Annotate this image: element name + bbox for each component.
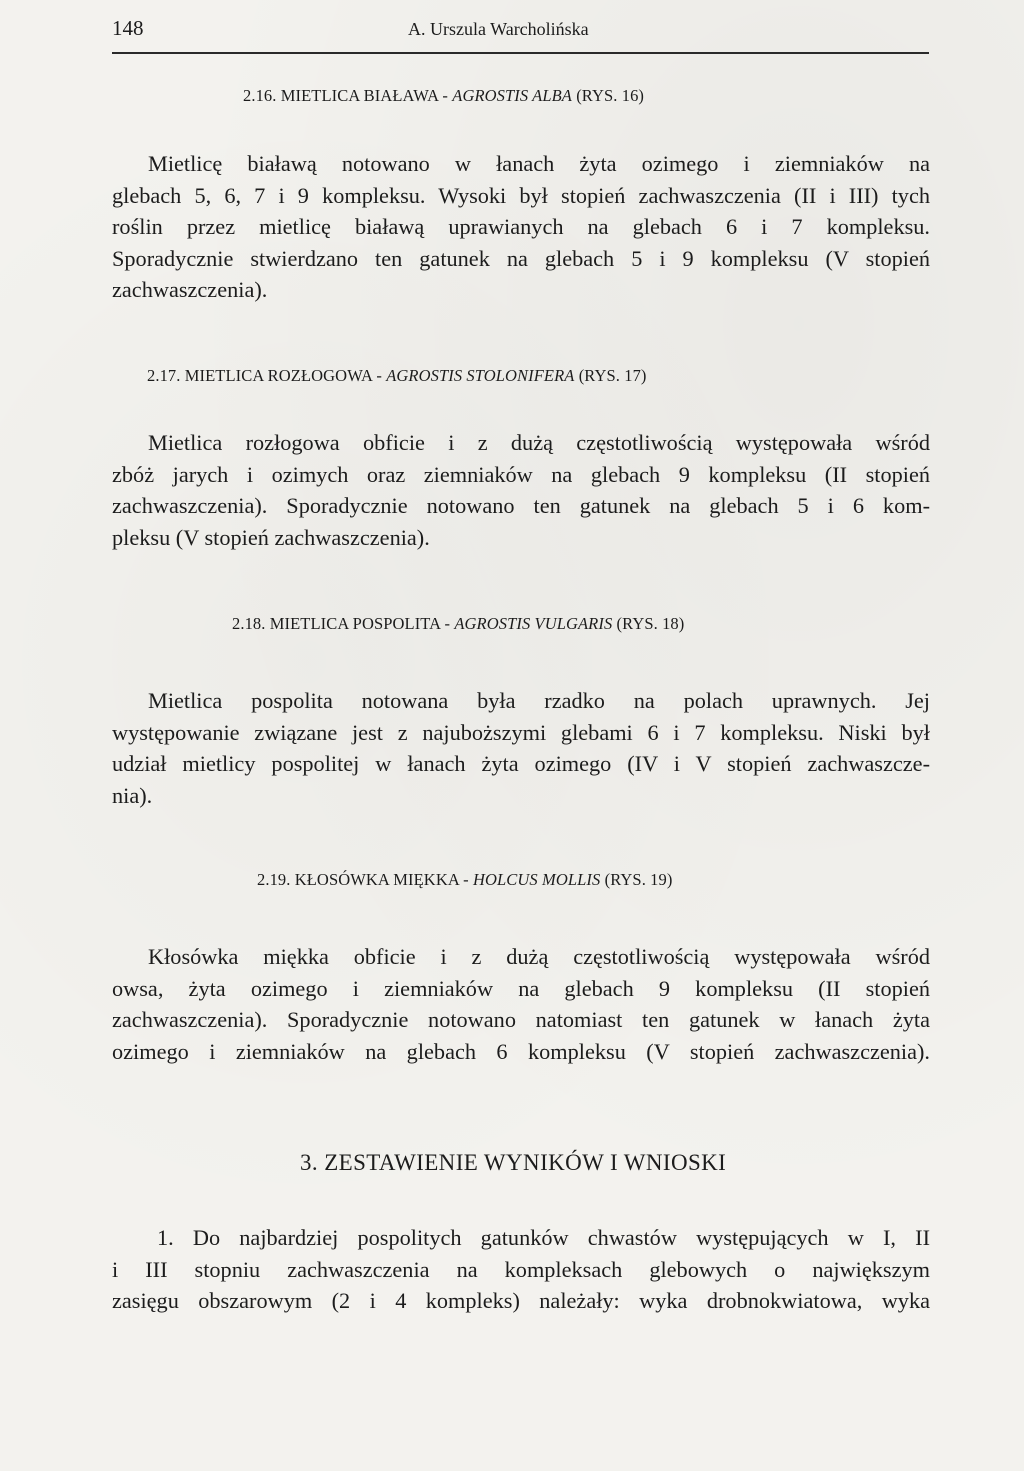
- paragraph-conclusions: [112, 1222, 930, 1317]
- section-latin-name: AGROSTIS VULGARIS: [454, 614, 613, 633]
- section-figure-ref: (RYS. 19): [604, 870, 673, 889]
- text-line: nia).: [112, 782, 153, 808]
- text-line: Mietlica rozłogowa obficie i z dużą częstotliwością występowała wśród: [148, 430, 930, 455]
- chapter-title: 3. ZESTAWIENIE WYNIKÓW I WNIOSKI: [300, 1150, 727, 1175]
- text-line: zachwaszczenia). Sporadycznie notowano natomiast ten gatunek w łanach żyta: [112, 1007, 930, 1033]
- page-number: 148: [112, 16, 144, 40]
- section-name: MIETLICA ROZŁOGOWA -: [184, 366, 382, 385]
- section-latin-name: AGROSTIS STOLONIFERA: [386, 366, 575, 385]
- text-line: Kłosówka miękka obficie i z dużą częstotliwością występowała wśród: [148, 944, 930, 969]
- paragraph-2-17: [112, 427, 930, 553]
- paragraph-2-19: [112, 941, 930, 1067]
- section-latin-name: HOLCUS MOLLIS: [473, 870, 601, 889]
- section-name: MIETLICA POSPOLITA -: [269, 614, 451, 633]
- section-title-2-18: [232, 614, 684, 634]
- page-header: [112, 16, 932, 50]
- section-number: 2.16.: [243, 86, 277, 105]
- section-title-2-16: [243, 86, 644, 106]
- text-line: 1. Do najbardziej pospolitych gatunków chwastów występujących w I, II: [157, 1225, 930, 1250]
- text-line: zasięgu obszarowym (2 i 4 kompleks) należały: wyka drobnokwiatowa, wyka: [112, 1288, 930, 1314]
- running-head: A. Urszula Warcholińska: [408, 19, 589, 39]
- paragraph-2-16: [112, 148, 930, 306]
- section-name: MIETLICA BIAŁAWA -: [280, 86, 449, 105]
- text-line: pleksu (V stopień zachwaszczenia).: [112, 524, 430, 550]
- text-line: zbóż jarych i ozimych oraz ziemniaków na glebach 9 kompleksu (II stopień: [112, 461, 930, 487]
- text-line: Mietlicę białawą notowano w łanach żyta ozimego i ziemniaków na: [148, 151, 930, 176]
- section-title-2-19: [257, 870, 672, 890]
- section-name: KŁOSÓWKA MIĘKKA -: [294, 870, 469, 889]
- text-line: i III stopniu zachwaszczenia na kompleksach glebowych o największym: [112, 1256, 930, 1282]
- header-rule: [112, 52, 929, 54]
- section-number: 2.18.: [232, 614, 266, 633]
- section-number: 2.17.: [147, 366, 181, 385]
- section-latin-name: AGROSTIS ALBA: [452, 86, 572, 105]
- paragraph-2-18: [112, 685, 930, 811]
- text-line: występowanie związane jest z najuboższymi glebami 6 i 7 kompleksu. Niski był: [112, 719, 930, 745]
- section-title-2-17: [147, 366, 647, 386]
- text-line: owsa, żyta ozimego i ziemniaków na glebach 9 kompleksu (II stopień: [112, 975, 930, 1001]
- text-line: Mietlica pospolita notowana była rzadko na polach uprawnych. Jej: [148, 688, 930, 713]
- text-line: roślin przez mietlicę białawą uprawianych na glebach 6 i 7 kompleksu.: [112, 214, 930, 240]
- text-line: zachwaszczenia).: [112, 277, 268, 303]
- section-figure-ref: (RYS. 16): [576, 86, 645, 105]
- section-number: 2.19.: [257, 870, 291, 889]
- text-line: udział mietlicy pospolitej w łanach żyta ozimego (IV i V stopień zachwaszcze-: [112, 751, 930, 777]
- section-figure-ref: (RYS. 18): [616, 614, 685, 633]
- section-figure-ref: (RYS. 17): [578, 366, 647, 385]
- text-line: ozimego i ziemniaków na glebach 6 kompleksu (V stopień zachwaszczenia).: [112, 1038, 930, 1064]
- text-line: Sporadycznie stwierdzano ten gatunek na glebach 5 i 9 kompleksu (V stopień: [112, 245, 930, 271]
- text-line: zachwaszczenia). Sporadycznie notowano ten gatunek na glebach 5 i 6 kom-: [112, 493, 930, 519]
- text-line: glebach 5, 6, 7 i 9 kompleksu. Wysoki był stopień zachwaszczenia (II i III) tych: [112, 182, 930, 208]
